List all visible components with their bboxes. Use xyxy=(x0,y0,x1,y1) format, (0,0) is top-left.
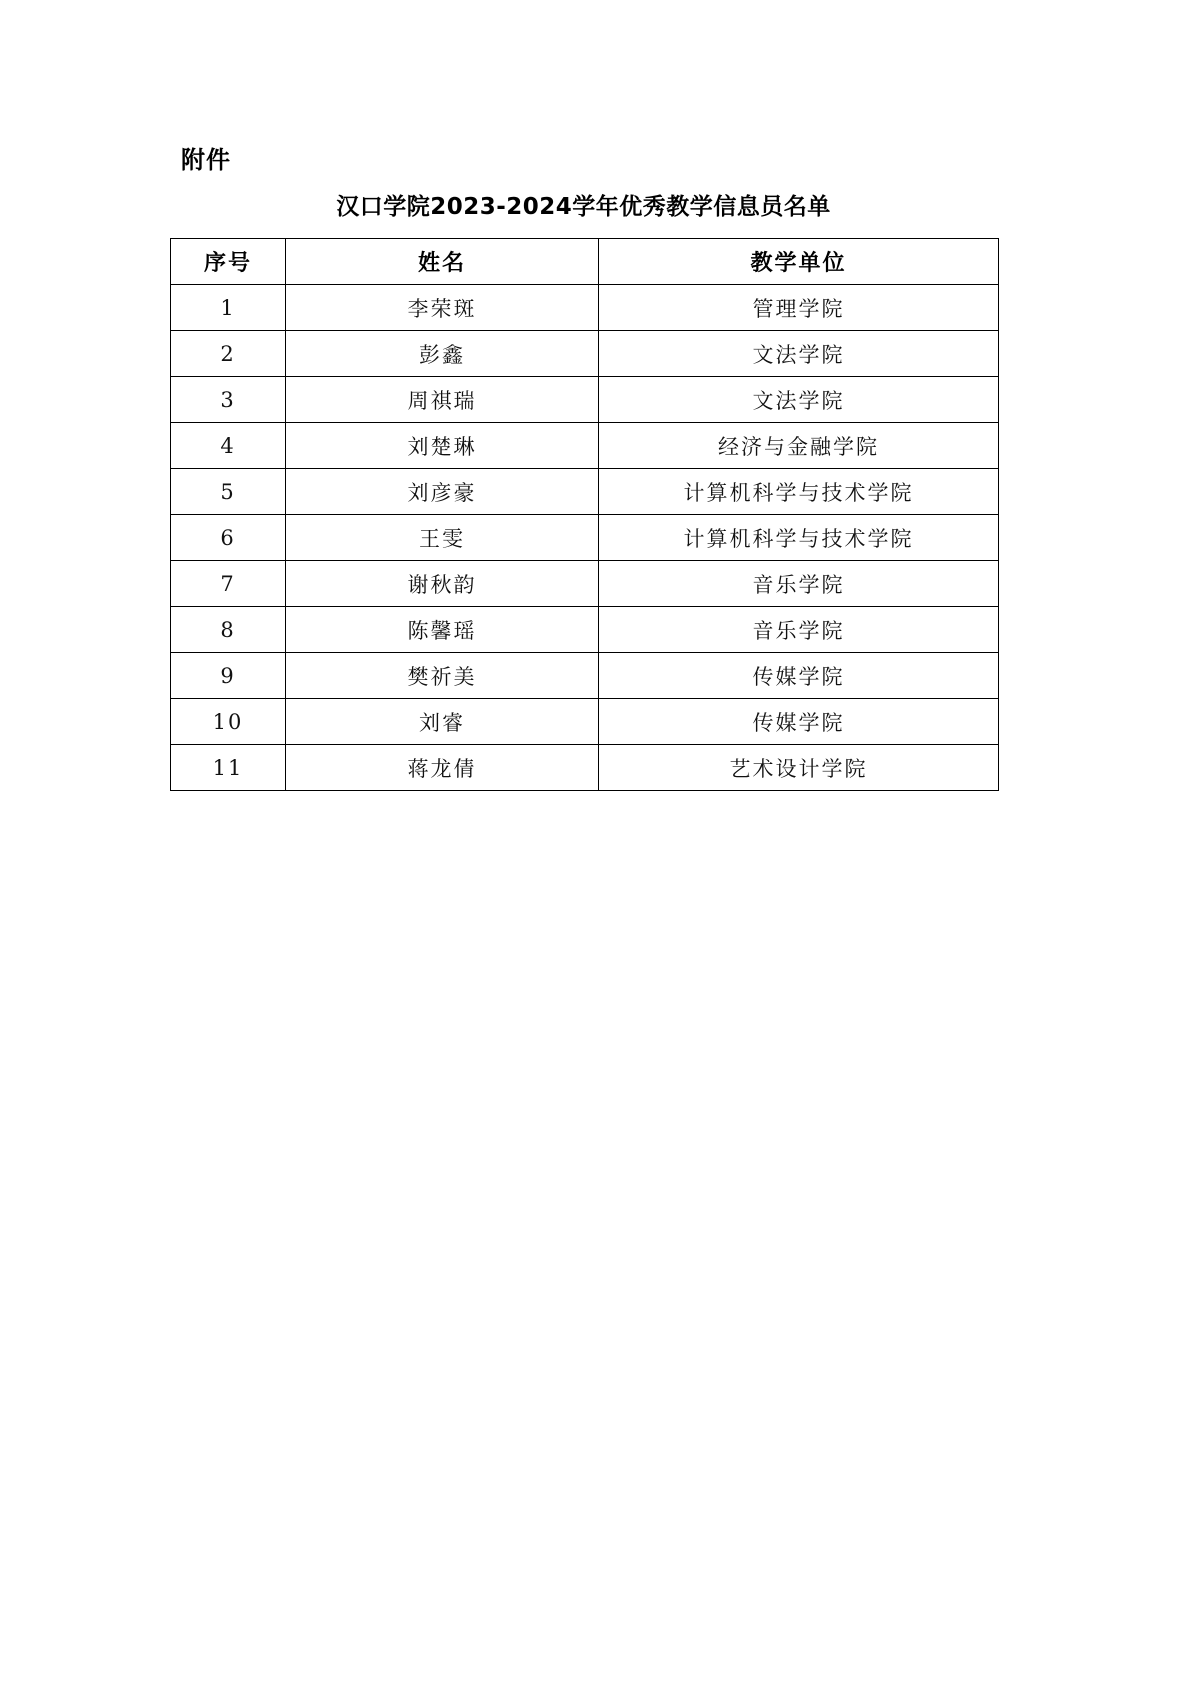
cell-seq: 5 xyxy=(171,469,286,515)
cell-name: 刘睿 xyxy=(286,699,599,745)
cell-seq: 3 xyxy=(171,377,286,423)
header-name: 姓名 xyxy=(286,239,599,285)
cell-seq: 9 xyxy=(171,653,286,699)
cell-seq: 1 xyxy=(171,285,286,331)
cell-unit: 艺术设计学院 xyxy=(599,745,999,791)
cell-name: 彭鑫 xyxy=(286,331,599,377)
page-title: 汉口学院2023-2024学年优秀教学信息员名单 xyxy=(336,194,831,220)
cell-seq: 2 xyxy=(171,331,286,377)
cell-seq: 11 xyxy=(171,745,286,791)
cell-name: 谢秋韵 xyxy=(286,561,599,607)
table-row xyxy=(171,699,999,745)
cell-name: 周祺瑞 xyxy=(286,377,599,423)
roster-table xyxy=(170,238,999,791)
cell-seq: 8 xyxy=(171,607,286,653)
table-row xyxy=(171,515,999,561)
table-row xyxy=(171,377,999,423)
cell-name: 蒋龙倩 xyxy=(286,745,599,791)
cell-seq: 10 xyxy=(171,699,286,745)
table-row xyxy=(171,561,999,607)
cell-unit: 文法学院 xyxy=(599,331,999,377)
table-header-row xyxy=(171,239,999,285)
cell-unit: 计算机科学与技术学院 xyxy=(599,515,999,561)
table-row xyxy=(171,745,999,791)
cell-name: 樊祈美 xyxy=(286,653,599,699)
cell-name: 刘彦豪 xyxy=(286,469,599,515)
cell-seq: 4 xyxy=(171,423,286,469)
attachment-label: 附件 xyxy=(181,146,231,174)
cell-unit: 文法学院 xyxy=(599,377,999,423)
table-row xyxy=(171,653,999,699)
cell-unit: 音乐学院 xyxy=(599,607,999,653)
cell-unit: 计算机科学与技术学院 xyxy=(599,469,999,515)
cell-unit: 传媒学院 xyxy=(599,699,999,745)
header-unit: 教学单位 xyxy=(599,239,999,285)
cell-unit: 经济与金融学院 xyxy=(599,423,999,469)
cell-unit: 管理学院 xyxy=(599,285,999,331)
cell-name: 李荣斑 xyxy=(286,285,599,331)
cell-name: 陈馨瑶 xyxy=(286,607,599,653)
table-row xyxy=(171,331,999,377)
cell-seq: 7 xyxy=(171,561,286,607)
table-row xyxy=(171,607,999,653)
cell-seq: 6 xyxy=(171,515,286,561)
cell-unit: 传媒学院 xyxy=(599,653,999,699)
cell-name: 王雯 xyxy=(286,515,599,561)
cell-name: 刘楚琳 xyxy=(286,423,599,469)
table-row xyxy=(171,423,999,469)
table-row xyxy=(171,285,999,331)
cell-unit: 音乐学院 xyxy=(599,561,999,607)
header-seq: 序号 xyxy=(171,239,286,285)
table-row xyxy=(171,469,999,515)
